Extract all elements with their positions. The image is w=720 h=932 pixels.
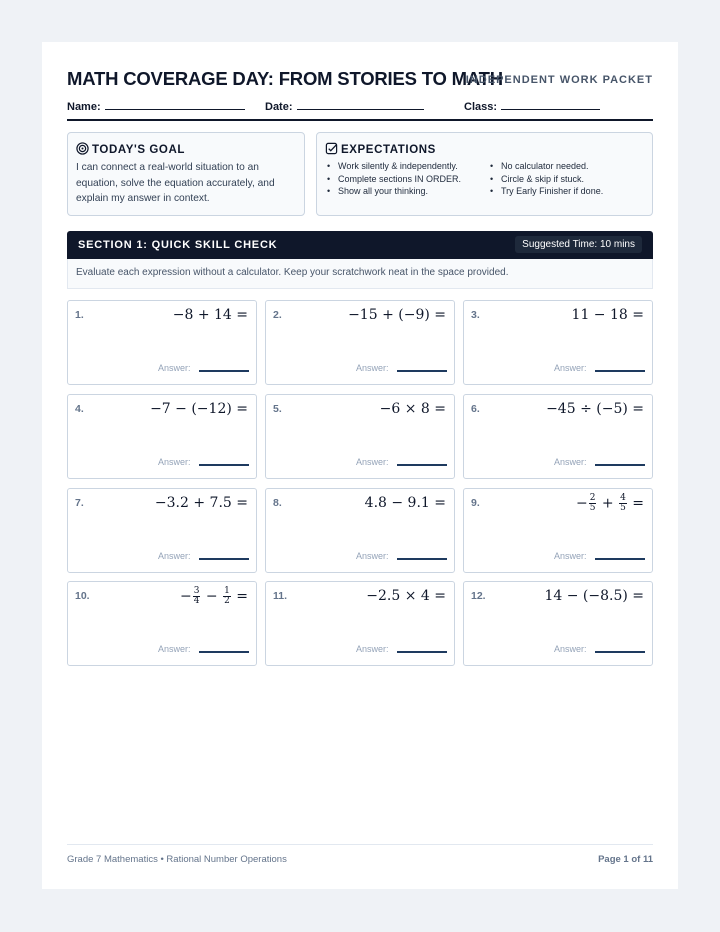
problem-expression: −7 − (−12) = — [150, 401, 248, 417]
problem-expression: −3.2 + 7.5 = — [154, 495, 248, 511]
expectations-list-left — [326, 160, 461, 198]
section-title: SECTION 1: QUICK SKILL CHECK — [78, 239, 278, 251]
problem-expression: 4.8 − 9.1 = — [364, 495, 446, 511]
checkbox-icon — [325, 142, 338, 155]
student-info-fields — [67, 99, 653, 121]
problem-expression: −8 + 14 = — [172, 307, 248, 323]
class-field[interactable] — [464, 99, 600, 113]
problem-expression: −15 + (−9) = — [348, 307, 446, 323]
expectations-title — [325, 142, 436, 156]
answer-line[interactable] — [199, 558, 249, 560]
answer-label: Answer: — [356, 644, 389, 654]
date-field[interactable] — [265, 99, 424, 113]
problem-number: 1. — [75, 309, 84, 321]
answer-label: Answer: — [554, 457, 587, 467]
fraction — [589, 494, 597, 513]
expectations-list-right — [489, 160, 603, 198]
minus-sign: − — [179, 588, 192, 605]
answer-label: Answer: — [158, 551, 191, 561]
goal-text: I can connect a real-world situation to an equation, solve the equation accurately, and explain my answer in context. — [76, 162, 275, 204]
problem-number: 10. — [75, 590, 90, 602]
page-title: MATH COVERAGE DAY: FROM STORIES TO MATH — [67, 68, 503, 89]
problem-number: 9. — [471, 497, 480, 509]
problem-card[interactable] — [265, 488, 455, 573]
problem-card[interactable] — [463, 581, 653, 666]
fraction — [193, 587, 201, 606]
problem-card[interactable] — [265, 581, 455, 666]
answer-label: Answer: — [356, 457, 389, 467]
time-badge: Suggested Time: 10 mins — [515, 236, 642, 253]
problem-card[interactable] — [67, 488, 257, 573]
goal-title — [76, 142, 185, 156]
answer-label: Answer: — [356, 363, 389, 373]
problem-expression: 14 − (−8.5) = — [544, 588, 644, 604]
problem-card[interactable] — [67, 581, 257, 666]
answer-line[interactable] — [199, 370, 249, 372]
answer-line[interactable] — [595, 651, 645, 653]
class-label: Class: — [464, 101, 498, 113]
expectations-title-text: EXPECTATIONS — [341, 144, 436, 156]
name-field[interactable] — [67, 99, 245, 113]
instructions-text: Evaluate each expression without a calculator. Keep your scratchwork neat in the space provided. — [76, 267, 509, 278]
fraction — [619, 494, 627, 513]
section-header — [67, 231, 653, 259]
problem-expression: 11 − 18 = — [571, 307, 644, 323]
answer-label: Answer: — [554, 644, 587, 654]
list-item: • Show all your thinking. — [326, 185, 461, 198]
section-instructions — [67, 259, 653, 289]
expectations-box — [316, 132, 653, 216]
operator: − — [205, 588, 218, 605]
numerator: 2 — [589, 493, 596, 503]
class-line[interactable] — [501, 99, 600, 110]
denominator: 5 — [620, 503, 626, 513]
numerator: 3 — [193, 586, 200, 596]
minus-sign: − — [575, 495, 588, 512]
answer-line[interactable] — [397, 370, 447, 372]
denominator: 2 — [224, 596, 230, 606]
answer-line[interactable] — [199, 651, 249, 653]
date-label: Date: — [265, 101, 293, 113]
answer-label: Answer: — [158, 644, 191, 654]
fraction — [223, 587, 231, 606]
answer-line[interactable] — [199, 464, 249, 466]
problem-number: 3. — [471, 309, 480, 321]
worksheet-page — [42, 42, 678, 889]
answer-line[interactable] — [397, 464, 447, 466]
problem-card[interactable] — [265, 300, 455, 385]
problem-card[interactable] — [463, 394, 653, 479]
problem-expression — [180, 587, 248, 606]
numerator: 4 — [620, 493, 626, 503]
header-divider — [67, 119, 653, 121]
answer-line[interactable] — [397, 651, 447, 653]
list-item: • Work silently & independently. — [326, 160, 461, 173]
problem-expression: −2.5 × 4 = — [366, 588, 446, 604]
name-line[interactable] — [105, 99, 245, 110]
goal-box — [67, 132, 305, 216]
problem-number: 7. — [75, 497, 84, 509]
denominator: 4 — [193, 596, 200, 606]
answer-label: Answer: — [554, 363, 587, 373]
page-footer — [67, 844, 653, 875]
problem-number: 5. — [273, 403, 282, 415]
equals-sign: = — [632, 495, 644, 512]
answer-label: Answer: — [158, 457, 191, 467]
page-number: Page 1 of 11 — [598, 854, 653, 865]
problem-card[interactable] — [463, 488, 653, 573]
problem-number: 6. — [471, 403, 480, 415]
problem-card[interactable] — [67, 300, 257, 385]
page-subtitle: INDEPENDENT WORK PACKET — [465, 74, 653, 86]
operator: + — [601, 495, 614, 512]
goal-title-text: TODAY'S GOAL — [92, 144, 186, 156]
problem-number: 2. — [273, 309, 282, 321]
problem-expression — [576, 494, 644, 513]
numerator: 1 — [224, 586, 230, 596]
problem-number: 4. — [75, 403, 84, 415]
answer-line[interactable] — [595, 464, 645, 466]
answer-line[interactable] — [397, 558, 447, 560]
problem-expression: −45 ÷ (−5) = — [546, 401, 644, 417]
problem-number: 8. — [273, 497, 282, 509]
date-line[interactable] — [297, 99, 424, 110]
list-item: • Try Early Finisher if done. — [489, 185, 603, 198]
problem-number: 11. — [273, 590, 288, 602]
list-item: • No calculator needed. — [489, 160, 603, 173]
target-icon — [76, 142, 89, 155]
problem-card[interactable] — [463, 300, 653, 385]
name-label: Name: — [67, 101, 101, 113]
list-item: • Complete sections IN ORDER. — [326, 173, 461, 186]
answer-line[interactable] — [595, 558, 645, 560]
problem-expression: −6 × 8 = — [379, 401, 446, 417]
answer-label: Answer: — [554, 551, 587, 561]
list-item: • Circle & skip if stuck. — [489, 173, 603, 186]
page-header — [67, 68, 653, 90]
answer-label: Answer: — [356, 551, 389, 561]
answer-line[interactable] — [595, 370, 645, 372]
problem-card[interactable] — [67, 394, 257, 479]
footer-course: Grade 7 Mathematics • Rational Number Operations — [67, 854, 287, 865]
denominator: 5 — [589, 503, 596, 513]
answer-label: Answer: — [158, 363, 191, 373]
equals-sign: = — [236, 588, 248, 605]
problem-card[interactable] — [265, 394, 455, 479]
problem-number: 12. — [471, 590, 486, 602]
